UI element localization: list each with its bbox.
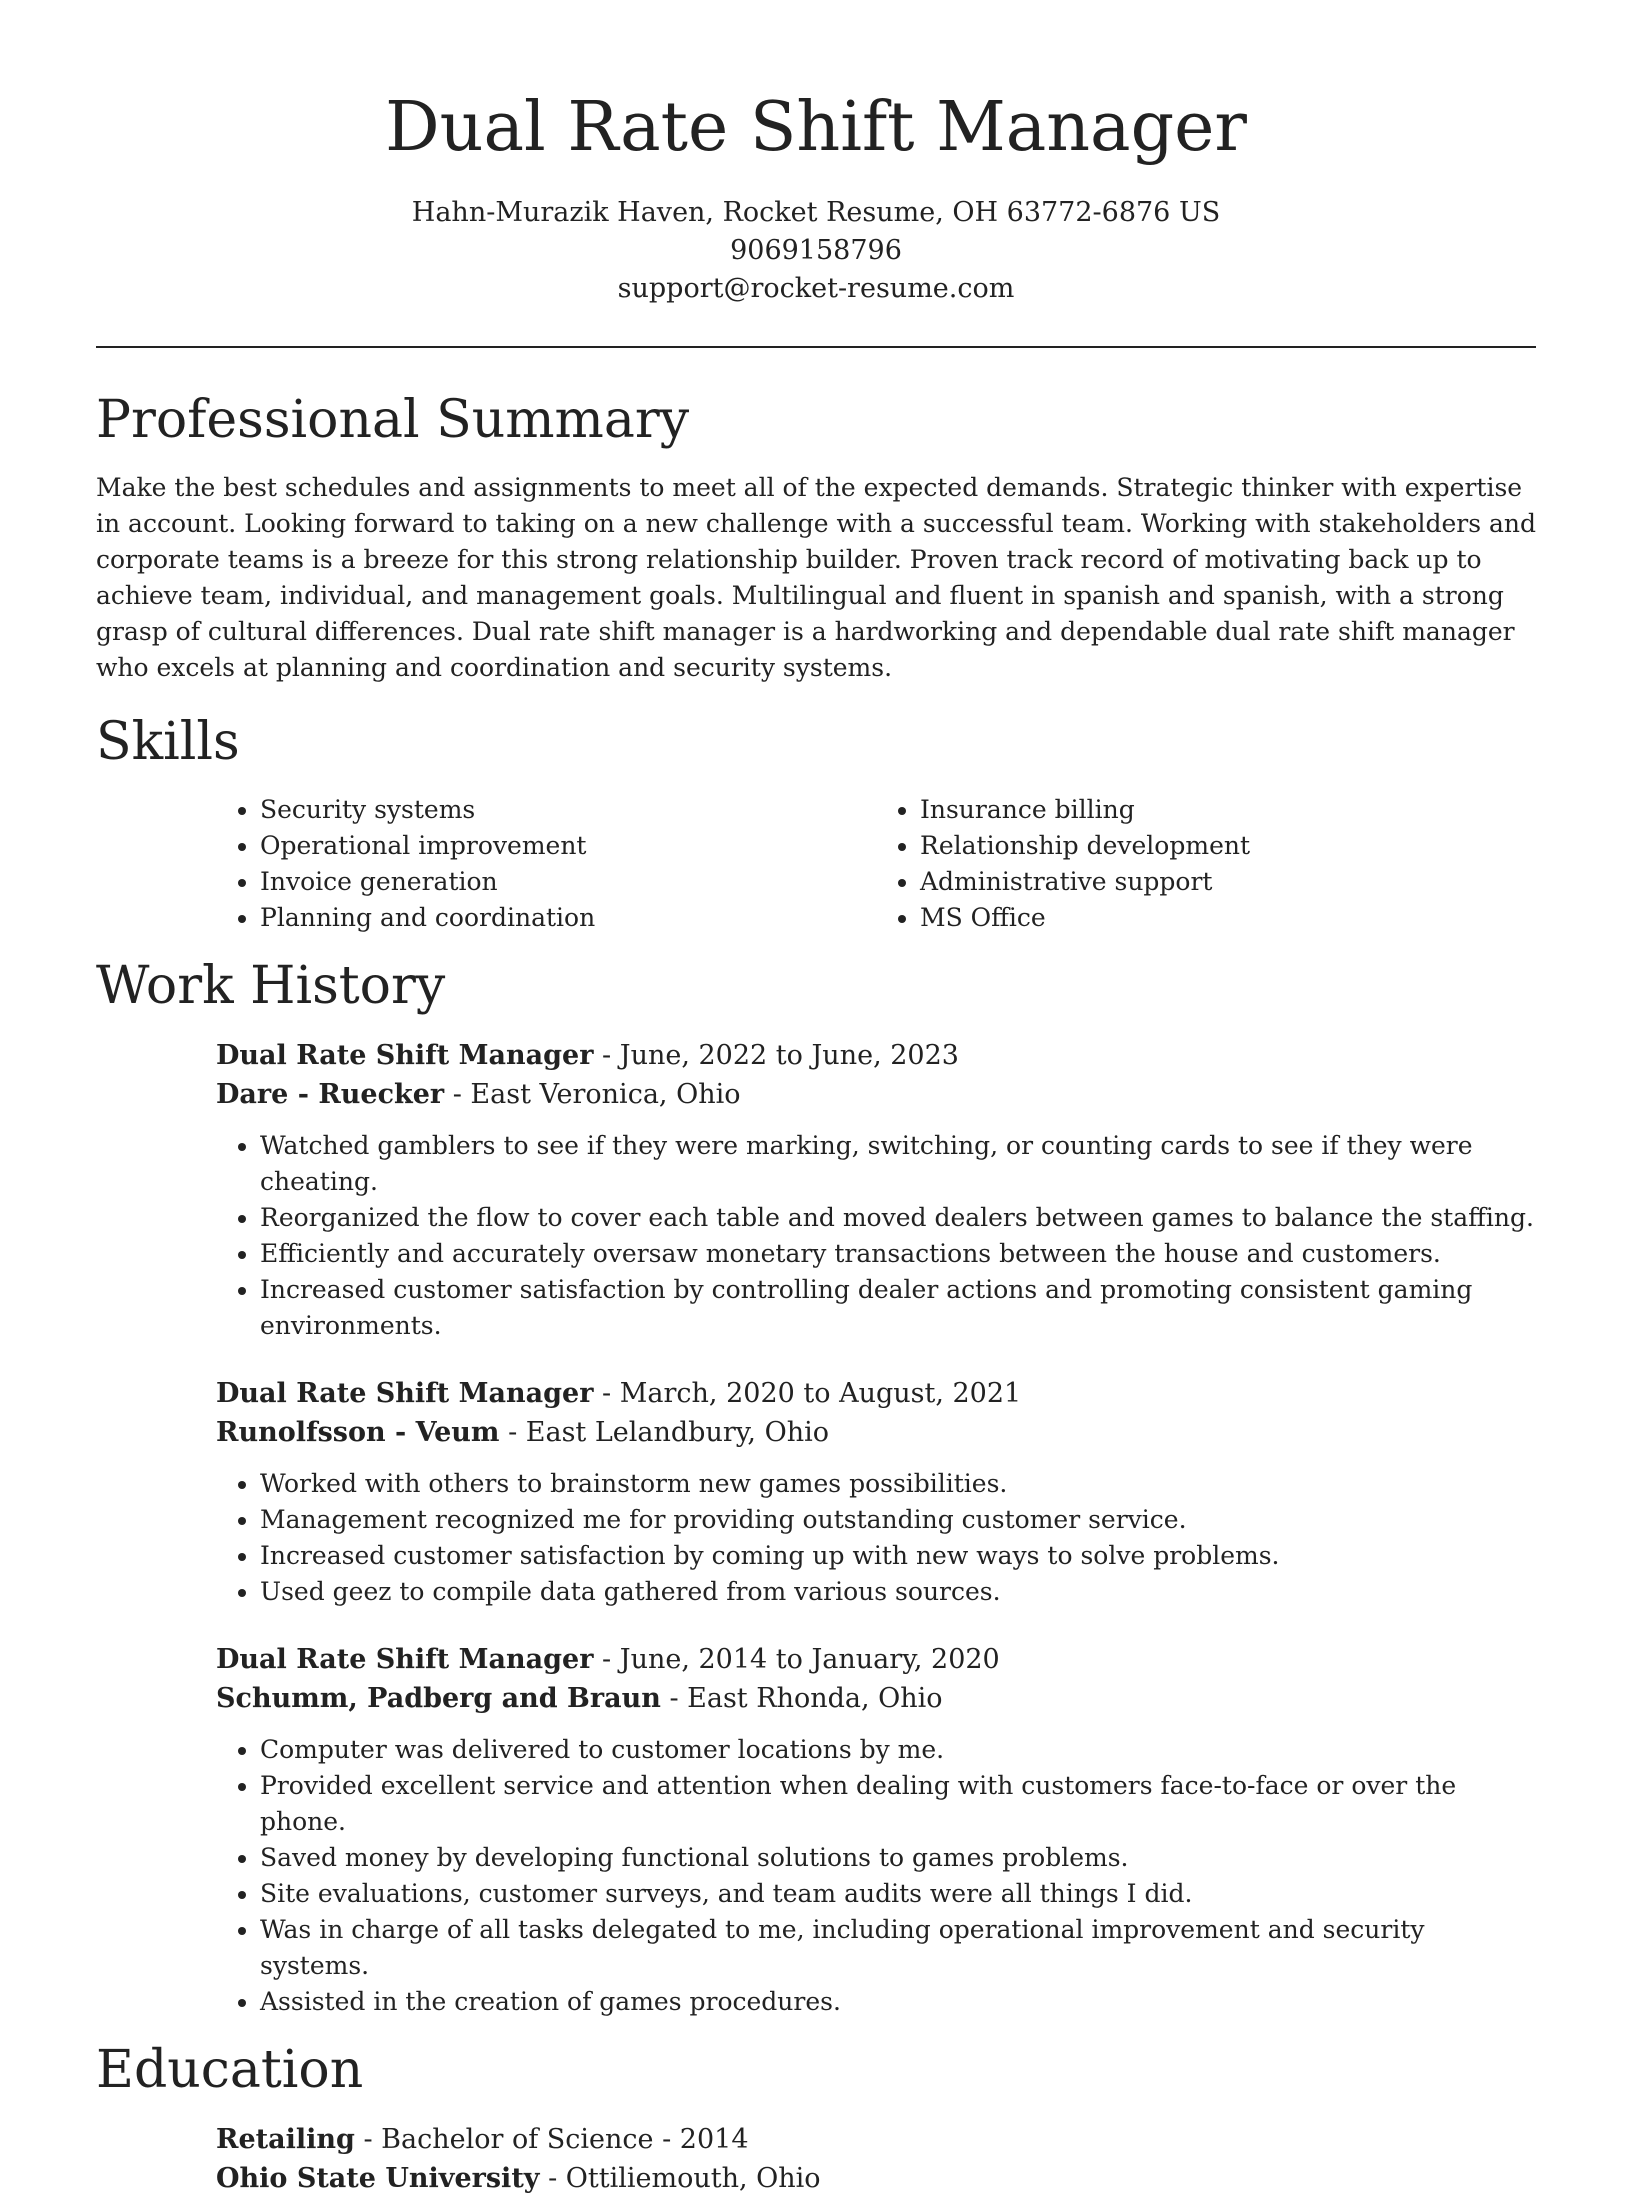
job-dates: - March, 2020 to August, 2021 — [593, 1378, 1022, 1409]
job-company-line — [216, 1413, 1536, 1452]
skill-item: • Insurance billing — [920, 792, 1536, 828]
job-entry — [216, 1640, 1536, 2020]
job-entry — [216, 1036, 1536, 1344]
job-title: Dual Rate Shift Manager — [216, 1644, 594, 1675]
job-company-line — [216, 1075, 1536, 1114]
job-bullet: • Watched gamblers to see if they were marking, switching, or counting cards to see if they were cheating. — [260, 1128, 1536, 1200]
phone: 9069158796 — [730, 235, 902, 266]
skill-item: • MS Office — [920, 900, 1536, 936]
job-bullet: • Increased customer satisfaction by coming up with new ways to solve problems. — [260, 1538, 1536, 1574]
resume-header — [96, 0, 1536, 308]
job-title-line — [216, 1036, 1536, 1075]
job-company: Schumm, Padberg and Braun — [216, 1683, 661, 1714]
job-bullet: • Reorganized the flow to cover each table and moved dealers between games to balance the staffing. — [260, 1200, 1536, 1236]
job-title-line — [216, 1640, 1536, 1679]
job-entry — [216, 1374, 1536, 1610]
job-header — [216, 1640, 1536, 1718]
job-header — [216, 1374, 1536, 1452]
section-title-summary: Professional Summary — [96, 390, 690, 450]
job-bullet: • Used geez to compile data gathered from various sources. — [260, 1574, 1536, 1610]
job-bullets — [216, 1732, 1536, 2020]
school-name: Ohio State University — [216, 2163, 540, 2194]
job-header — [216, 1036, 1536, 1114]
section-title-education: Education — [96, 2040, 364, 2100]
skill-item: • Operational improvement — [260, 828, 876, 864]
school-location: - Ottiliemouth, Ohio — [539, 2163, 821, 2194]
education-entry — [216, 2120, 1536, 2198]
job-company-line — [216, 1679, 1536, 1718]
job-bullet: • Efficiently and accurately oversaw monetary transactions between the house and customers. — [260, 1236, 1536, 1272]
degree-details: - Bachelor of Science - 2014 — [354, 2124, 749, 2155]
job-title: Dual Rate Shift Manager — [216, 1040, 594, 1071]
degree-line — [216, 2120, 1536, 2159]
job-title: Dual Rate Shift Manager — [216, 1378, 594, 1409]
job-bullet: • Increased customer satisfaction by controlling dealer actions and promoting consistent gaming environments. — [260, 1272, 1536, 1344]
job-bullets — [216, 1466, 1536, 1610]
job-dates: - June, 2014 to January, 2020 — [593, 1644, 1000, 1675]
job-dates: - June, 2022 to June, 2023 — [593, 1040, 959, 1071]
work-history-list — [216, 1036, 1536, 2020]
skill-item: • Security systems — [260, 792, 876, 828]
job-location: - East Rhonda, Ohio — [660, 1683, 943, 1714]
job-bullet: • Management recognized me for providing outstanding customer service. — [260, 1502, 1536, 1538]
skill-item: • Administrative support — [920, 864, 1536, 900]
skill-item: • Planning and coordination — [260, 900, 876, 936]
job-bullet: • Assisted in the creation of games procedures. — [260, 1984, 1536, 2020]
job-bullets — [216, 1128, 1536, 1344]
skill-item: • Invoice generation — [260, 864, 876, 900]
skills-list — [216, 792, 1536, 936]
email: support@rocket-resume.com — [617, 273, 1015, 304]
job-location: - East Veronica, Ohio — [444, 1079, 741, 1110]
job-company: Dare - Ruecker — [216, 1079, 445, 1110]
job-title-line — [216, 1374, 1536, 1413]
section-title-work-history: Work History — [96, 956, 446, 1016]
skills-column-left — [216, 792, 876, 936]
job-bullet: • Provided excellent service and attention when dealing with customers face-to-face or over the phone. — [260, 1768, 1536, 1840]
header-divider — [96, 346, 1536, 348]
job-bullet: • Worked with others to brainstorm new games possibilities. — [260, 1466, 1536, 1502]
section-title-skills: Skills — [96, 712, 240, 772]
job-bullet: • Was in charge of all tasks delegated to me, including operational improvement and security systems. — [260, 1912, 1536, 1984]
candidate-name: Dual Rate Shift Manager — [385, 88, 1247, 167]
job-bullet: • Computer was delivered to customer locations by me. — [260, 1732, 1536, 1768]
job-location: - East Lelandbury, Ohio — [499, 1417, 830, 1448]
summary-text: Make the best schedules and assignments to meet all of the expected demands. Strategic thinker with expertise in account. Looking forward to taking on a new challenge with a successful team. Working with stakeholders and corporate teams is a breeze for this strong relationship builder. Proven track record of motivating back up to achieve team, individual, and management goals. Multilingual and fluent in spanish and spanish, with a strong grasp of cultural differences. Dual rate shift manager is a hardworking and dependable dual rate shift manager who excels at planning and coordination and security systems. — [96, 473, 1536, 682]
skills-column-right — [876, 792, 1536, 936]
school-line — [216, 2159, 1536, 2198]
job-bullet: • Site evaluations, customer surveys, and team audits were all things I did. — [260, 1876, 1536, 1912]
job-bullet: • Saved money by developing functional solutions to games problems. — [260, 1840, 1536, 1876]
job-company: Runolfsson - Veum — [216, 1417, 500, 1448]
address: Hahn-Murazik Haven, Rocket Resume, OH 63772-6876 US — [411, 197, 1221, 228]
degree-field: Retailing — [216, 2124, 355, 2155]
skill-item: • Relationship development — [920, 828, 1536, 864]
